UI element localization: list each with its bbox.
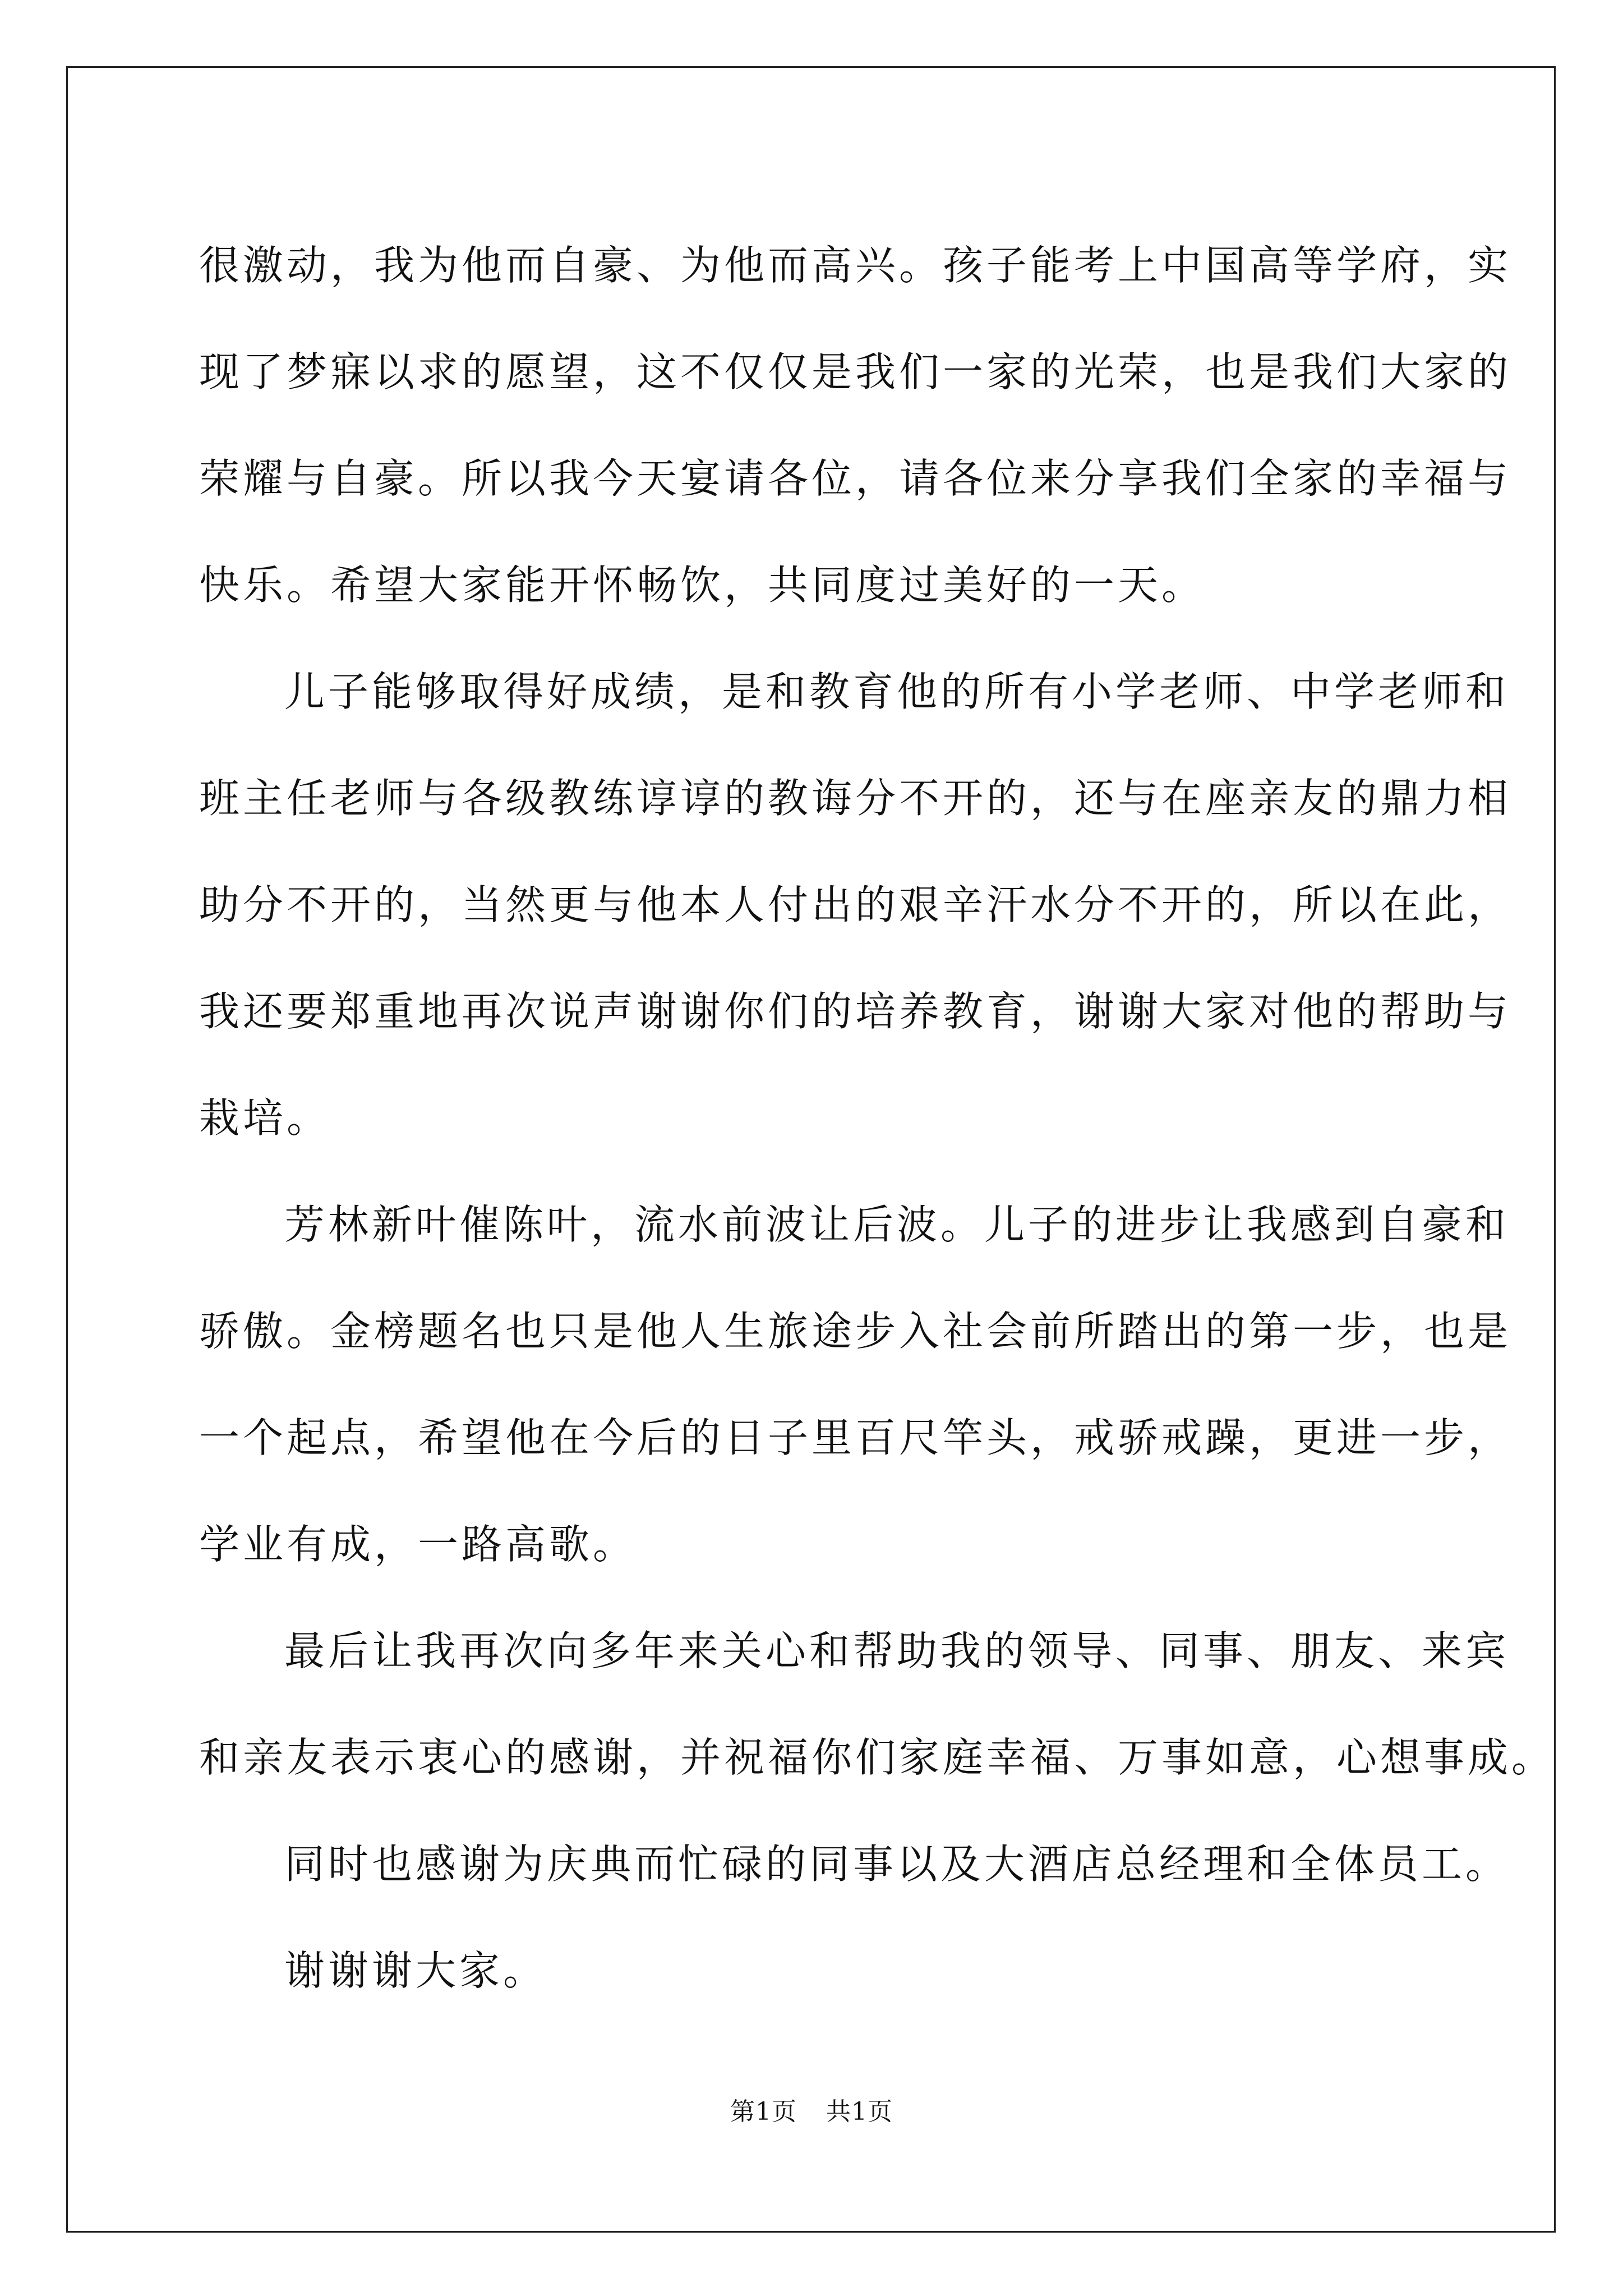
paragraph-first-line: 芳林新叶催陈叶，流水前波让后波。儿子的进步让我感到自豪和 [284,1201,1510,1248]
document-body [199,212,1556,2024]
text-line: 我还要郑重地再次说声谢谢你们的培养教育，谢谢大家对他的帮助与 [199,988,1512,1035]
text-line: 荣耀与自豪。所以我今天宴请各位，请各位来分享我们全家的幸福与 [199,455,1512,502]
text-line: 班主任老师与各级教练谆谆的教诲分不开的，还与在座亲友的鼎力相 [199,775,1512,822]
text-line: 快乐。希望大家能开怀畅饮，共同度过美好的一天。 [199,562,1206,609]
text-line: 栽培。 [199,1094,331,1142]
text-line: 骄傲。金榜题名也只是他人生旅途步入社会前所踏出的第一步，也是 [199,1308,1512,1355]
page-total: 共1页 [826,2097,893,2126]
text-line: 一个起点，希望他在今后的日子里百尺竿头，戒骄戒躁，更进一步， [199,1414,1512,1461]
paragraph-first-line: 同时也感谢为庆典而忙碌的同事以及大酒店总经理和全体员工。 [284,1841,1510,1888]
text-line: 助分不开的，当然更与他本人付出的艰辛汗水分不开的，所以在此， [199,881,1512,928]
page-number: 第1页 [730,2097,797,2126]
paragraph-first-line: 最后让我再次向多年来关心和帮助我的领导、同事、朋友、来宾 [284,1627,1510,1674]
closing-line: 谢谢谢大家。 [284,1947,547,1994]
text-line: 现了梦寐以求的愿望，这不仅仅是我们一家的光荣，也是我们大家的 [199,348,1512,395]
text-line: 很激动，我为他而自豪、为他而高兴。孩子能考上中国高等学府，实 [199,242,1512,289]
text-line: 和亲友表示衷心的感谢，并祝福你们家庭幸福、万事如意，心想事成。 [199,1734,1556,1781]
text-line: 学业有成，一路高歌。 [199,1521,637,1568]
paragraph-first-line: 儿子能够取得好成绩，是和教育他的所有小学老师、中学老师和 [284,668,1510,715]
page-footer [0,2095,1623,2129]
